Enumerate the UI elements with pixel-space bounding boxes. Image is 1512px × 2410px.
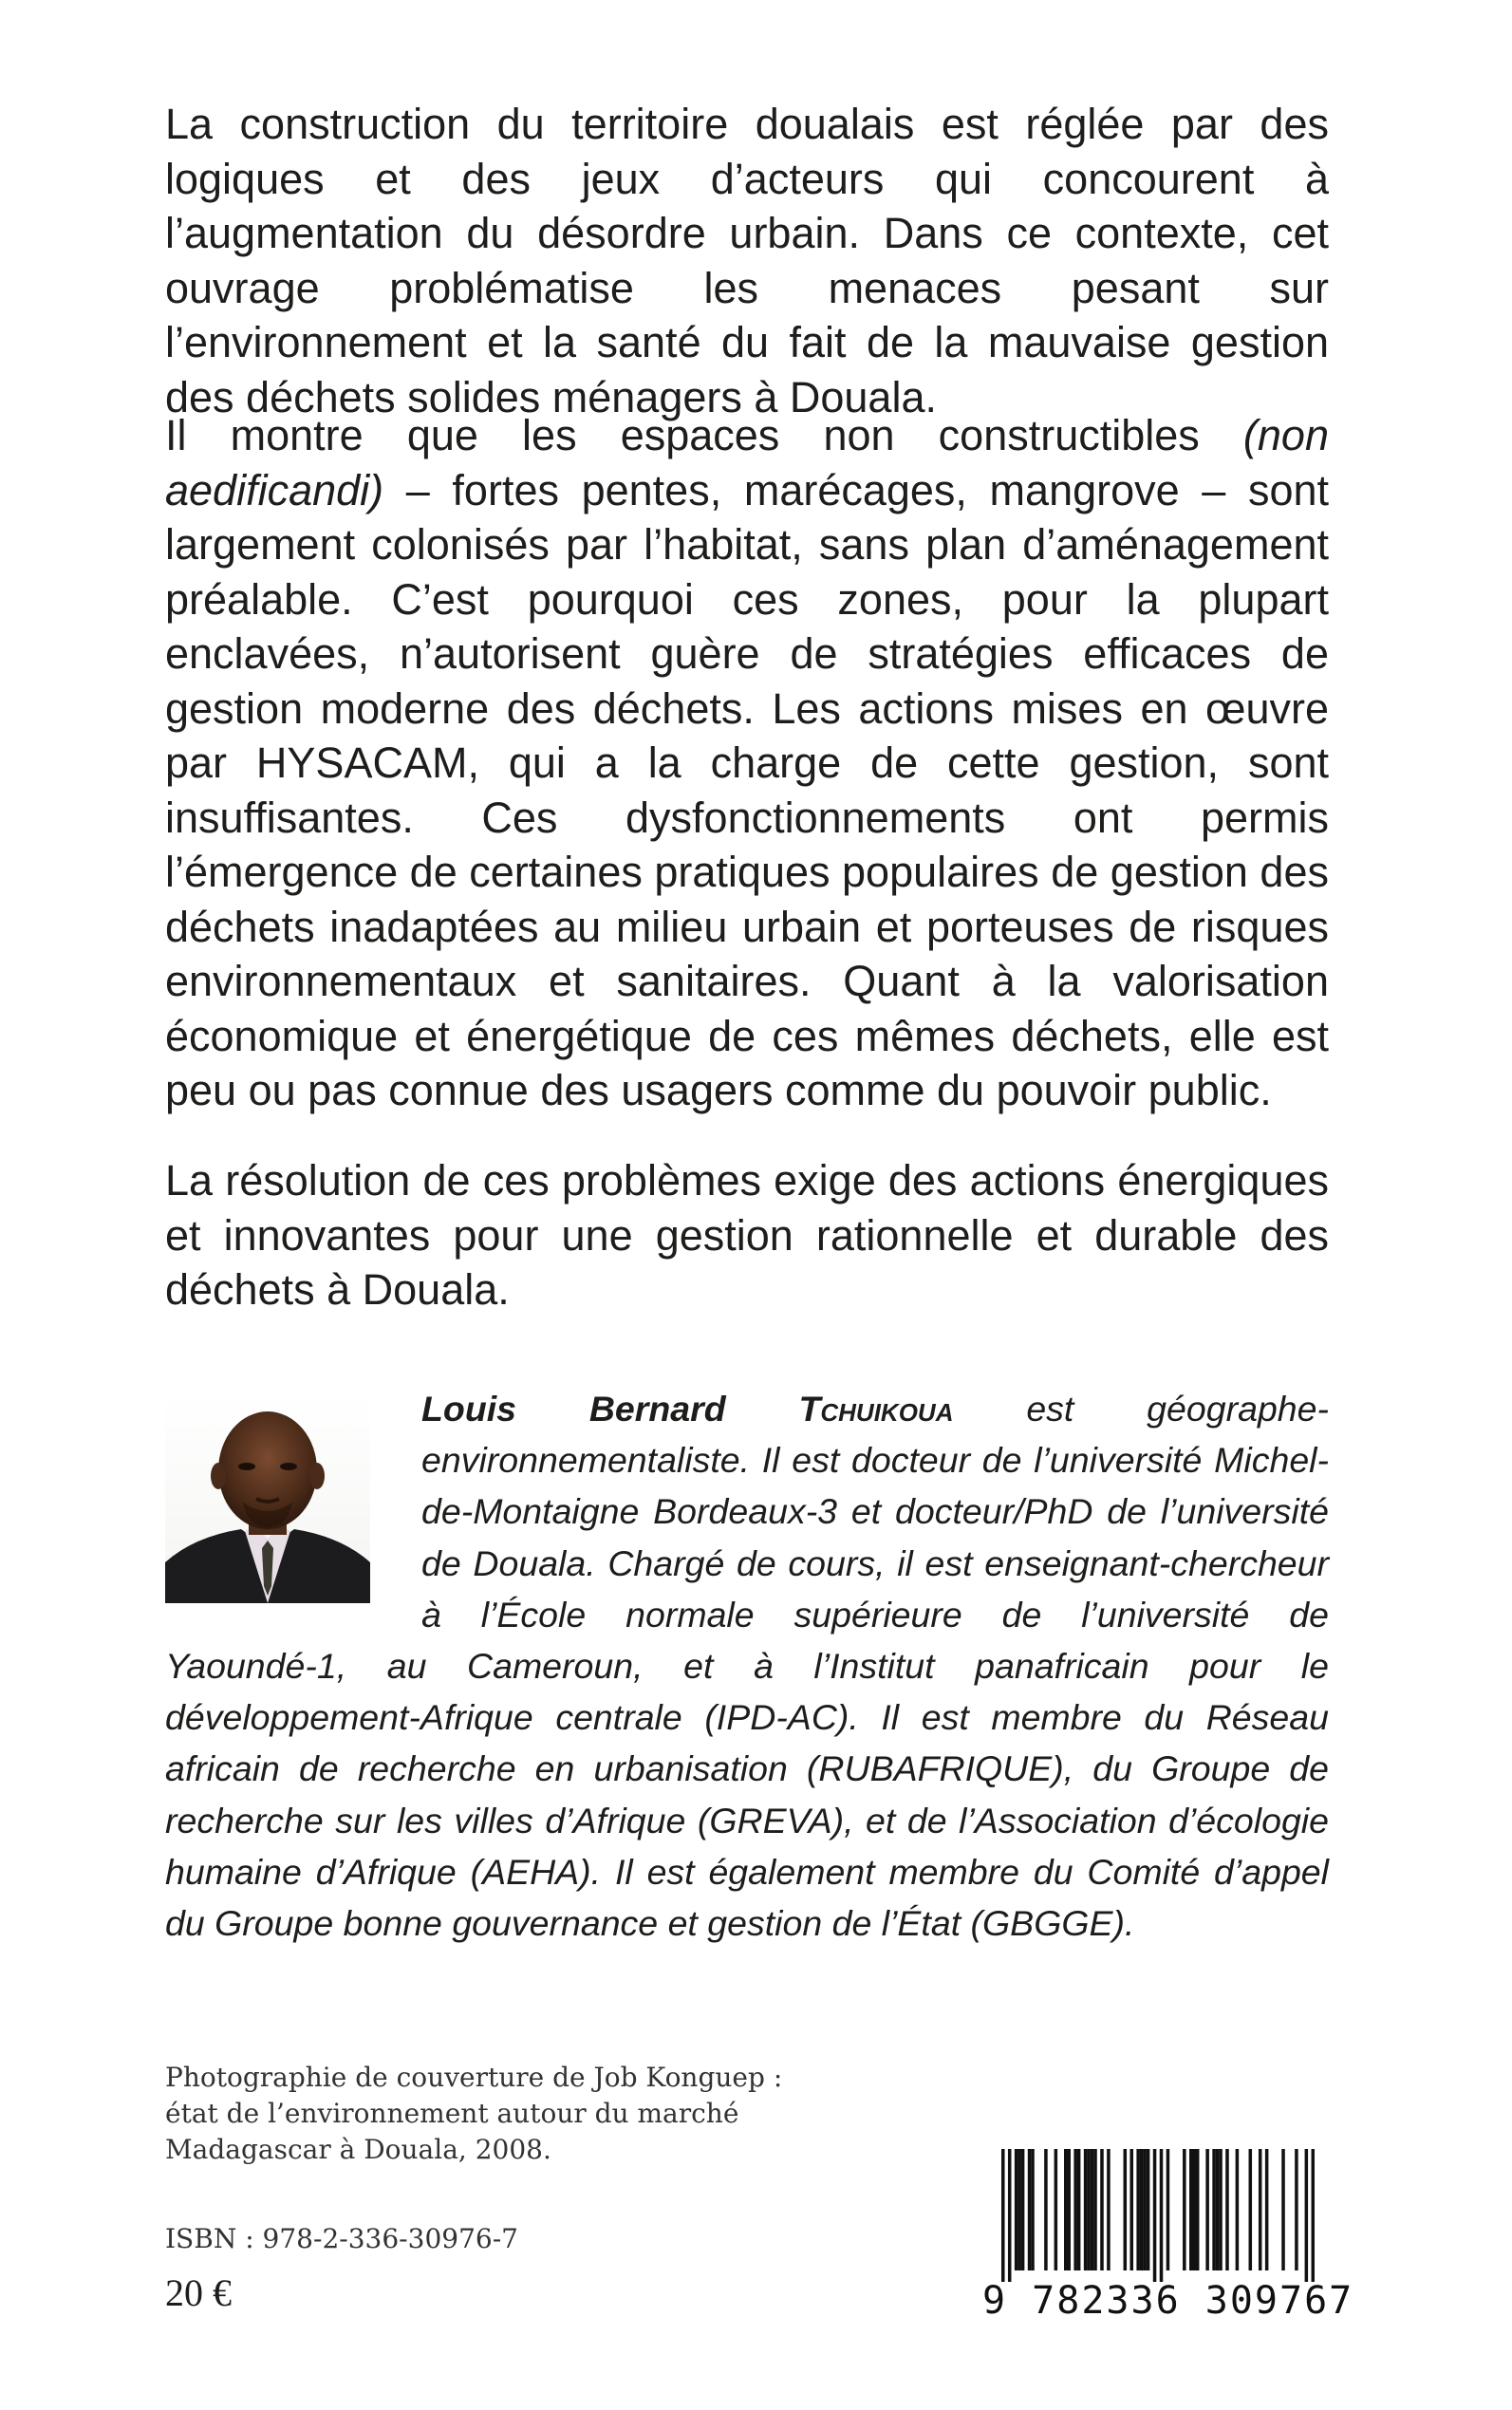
barcode-bar (1093, 2149, 1097, 2270)
barcode-bar (1021, 2149, 1025, 2270)
barcode-bar (1015, 2149, 1018, 2270)
barcode-bar (1236, 2149, 1240, 2270)
author-bio-text: est géographe-environnementaliste. Il est docteur de l’université Michel-de-Montaigne Bordeaux-3 et docteur/PhD de l’université de Douala. Chargé de cours, il est enseignant-chercheur à l’École normale supérieure de l’université de Yaoundé-1, au Cameroun, et à l’Institut panafricain pour le développement-Afrique centrale (IPD-AC). Il est membre du Réseau africain de recherche en urbanisation (RUBAFRIQUE), du Groupe de recherche sur les villes d’Afrique (GREVA), et de l’Association d’écologie humaine d’Afrique (AEHA). Il est également membre du Comité d’appel du Groupe bonne gouvernance et gestion de l’État (GBGGE). (165, 1389, 1329, 1944)
barcode-bar (1073, 2149, 1077, 2270)
barcode-bar (1196, 2149, 1200, 2270)
barcode-bar (1143, 2149, 1147, 2270)
barcode-bar (1183, 2149, 1186, 2270)
summary-paragraph-2 (165, 408, 1329, 1118)
barcode-bar (1084, 2149, 1088, 2270)
photo-credit-line-1: Photographie de couverture de Job Konguep : (165, 2062, 783, 2093)
summary-paragraph-3: La résolution de ces problèmes exige des actions énergiques et innovantes pour une gestion rationnelle et durable des déchets à Douala. (165, 1156, 1329, 1314)
barcode-bar (1055, 2149, 1058, 2270)
barcode-bar (1067, 2149, 1071, 2270)
barcode-bar (1265, 2149, 1269, 2270)
author-name (421, 1389, 953, 1429)
summary-paragraph-1: La construction du territoire doualais est réglée par des logiques et des jeux d’acteurs qui concourent à l’augmentation du désordre urbain. Dans ce contexte, cet ouvrage problématise les menaces pesant sur l’environnement et la santé du fait de la mauvaise gestion des déchets solides ménagers à Douala. (165, 100, 1329, 421)
barcode-bar (1189, 2149, 1193, 2270)
barcode-bar (1192, 2149, 1196, 2270)
barcode-bar (1295, 2149, 1298, 2270)
barcode-bar (1107, 2149, 1111, 2270)
barcode-bar (1205, 2149, 1209, 2270)
barcode-bar (1259, 2149, 1262, 2270)
photo-credit (165, 2060, 782, 2168)
barcode-digits: 9 782336 309767 (982, 2279, 1354, 2323)
barcode-bar (1077, 2149, 1081, 2270)
barcode-bar (1091, 2149, 1094, 2270)
barcode-bar (1312, 2149, 1315, 2282)
barcode-bar (1147, 2149, 1150, 2270)
paragraph-2-body: – fortes pentes, marécages, mangrove – sont largement colonisés par l’habitat, sans plan d’aménagement préalable. C’est pourquoi ces zones, pour la plupart enclavées, n’autorisent guère de stratégies efficaces de gestion moderne des déchets. Les actions mises en œuvre par HYSACAM, qui a la charge de cette gestion, sont insuffisantes. Ces dysfonctionnements ont permis l’émergence de certaines pratiques populaires de gestion des déchets inadaptées au milieu urbain et porteuses de risques environnementaux et sanitaires. Quant à la valorisation économique et énergétique de ces mêmes déchets, elle est peu ou pas connue des usagers comme du pouvoir public. (165, 465, 1329, 1114)
barcode-bar (1219, 2149, 1223, 2270)
author-bio (165, 1383, 1329, 1949)
barcode-bar (1216, 2149, 1220, 2270)
barcode (982, 2149, 1354, 2329)
isbn: ISBN : 978-2-336-30976-7 (165, 2223, 518, 2254)
barcode-bar (1153, 2149, 1157, 2282)
barcode-bar (1305, 2149, 1309, 2282)
barcode-bar (1249, 2149, 1253, 2270)
barcode-bar (1124, 2149, 1128, 2270)
barcode-bar (1087, 2149, 1091, 2270)
barcode-bar (1140, 2149, 1144, 2270)
barcode-bar (1136, 2149, 1140, 2270)
barcode-bar (1160, 2149, 1164, 2282)
barcode-bar (1044, 2149, 1048, 2270)
author-photo (165, 1396, 370, 1603)
paragraph-2-intro: Il montre que les espaces non constructibles (165, 411, 1243, 459)
barcode-bar (1064, 2149, 1068, 2270)
paragraph-2-latin-term: (non aedificandi) (165, 411, 1329, 514)
author-first-names: Louis Bernard (421, 1389, 726, 1429)
barcode-bar (1001, 2149, 1005, 2282)
photo-credit-line-2: état de l’environnement autour du marché (165, 2098, 739, 2129)
author-portrait-image (165, 1396, 370, 1603)
price: 20 € (165, 2271, 232, 2314)
photo-credit-line-3: Madagascar à Douala, 2008. (165, 2134, 551, 2165)
barcode-bar (1100, 2149, 1104, 2270)
barcode-bar (1281, 2149, 1285, 2270)
barcode-bar (1028, 2149, 1032, 2270)
author-surname: Tchuikoua (798, 1389, 954, 1429)
barcode-bar (1212, 2149, 1216, 2270)
barcode-bar (1017, 2149, 1021, 2270)
barcode-bar (1225, 2149, 1229, 2270)
barcode-bar (1008, 2149, 1012, 2282)
barcode-bar (1031, 2149, 1035, 2270)
barcode-bar (1167, 2149, 1170, 2270)
barcode-bar (1129, 2149, 1133, 2270)
barcode-bars (1001, 2149, 1315, 2282)
